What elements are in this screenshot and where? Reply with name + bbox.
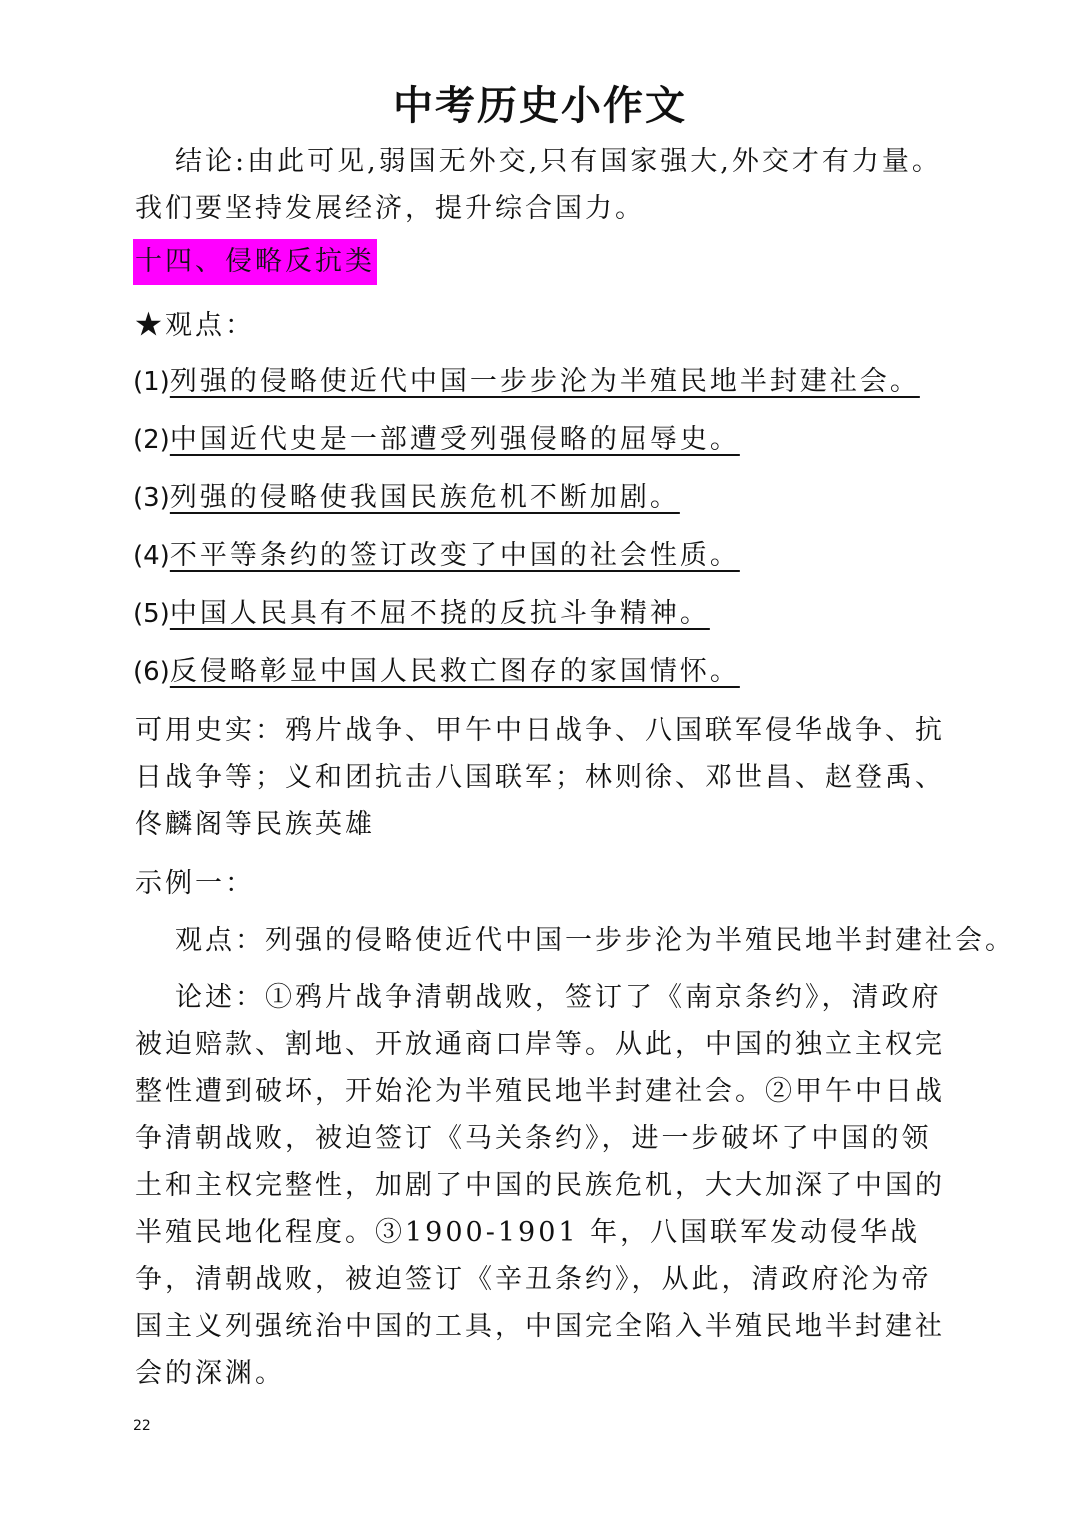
viewpoints-heading: ★观点： — [135, 310, 255, 341]
viewpoint-number: (5) — [133, 599, 170, 629]
viewpoint-text: 反侵略彰显中国人民救亡图存的家国情怀。 — [169, 656, 740, 687]
section-heading: 十四、侵略反抗类 — [133, 239, 377, 285]
viewpoint-number: (1) — [133, 367, 170, 397]
viewpoint-item — [133, 534, 920, 592]
conclusion-text: 结论:由此可见,弱国无外交,只有国家强大,外交才有力量。我们要坚持发展经济，提升综合国力。 — [135, 146, 942, 224]
viewpoint-number: (4) — [133, 541, 170, 571]
viewpoint-text: 中国近代史是一部遭受列强侵略的屈辱史。 — [169, 424, 740, 455]
viewpoint-item — [133, 592, 920, 650]
example-viewpoint: 观点：列强的侵略使近代中国一步步沦为半殖民地半封建社会。 — [175, 925, 1015, 956]
viewpoint-text: 列强的侵略使近代中国一步步沦为半殖民地半封建社会。 — [169, 366, 920, 397]
viewpoint-text: 列强的侵略使我国民族危机不断加剧。 — [169, 482, 680, 513]
viewpoint-item — [133, 418, 920, 476]
page-title: 中考历史小作文 — [393, 82, 687, 129]
viewpoint-number: (2) — [133, 425, 170, 455]
page-number: 22 — [133, 1418, 151, 1434]
viewpoint-text: 中国人民具有不屈不挠的反抗斗争精神。 — [169, 598, 710, 629]
historical-facts — [135, 707, 950, 848]
example-label: 示例一： — [135, 868, 255, 899]
viewpoint-item — [133, 476, 920, 534]
viewpoint-item — [133, 360, 920, 418]
historical-facts-text: 可用史实：鸦片战争、甲午中日战争、八国联军侵华战争、抗日战争等；义和团抗击八国联军；林则徐、邓世昌、赵登禹、佟麟阁等民族英雄 — [135, 715, 945, 840]
viewpoint-number: (3) — [133, 483, 170, 513]
viewpoints-list — [133, 360, 920, 708]
viewpoint-number: (6) — [133, 657, 170, 687]
conclusion-paragraph — [135, 138, 950, 232]
viewpoint-text: 不平等条约的签订改变了中国的社会性质。 — [169, 540, 740, 571]
viewpoint-item — [133, 650, 920, 708]
example-argument: 论述：①鸦片战争清朝战败，签订了《南京条约》，清政府被迫赔款、割地、开放通商口岸等。从此，中国的独立主权完整性遭到破坏，开始沦为半殖民地半封建社会。②甲午中日战争清朝战败，被迫签订《马关条约》，进一步破坏了中国的领土和主权完整性，加剧了中国的民族危机，大大加深了中国的半殖民地化程度。③1900-1901 年，八国联军发动侵华战争，清朝战败，被迫签订《辛丑条约》，从此，清政府沦为帝国主义列强统治中国的工具，中国完全陷入半殖民地半封建社会的深渊。 — [135, 982, 945, 1389]
example-body — [135, 917, 1015, 1397]
